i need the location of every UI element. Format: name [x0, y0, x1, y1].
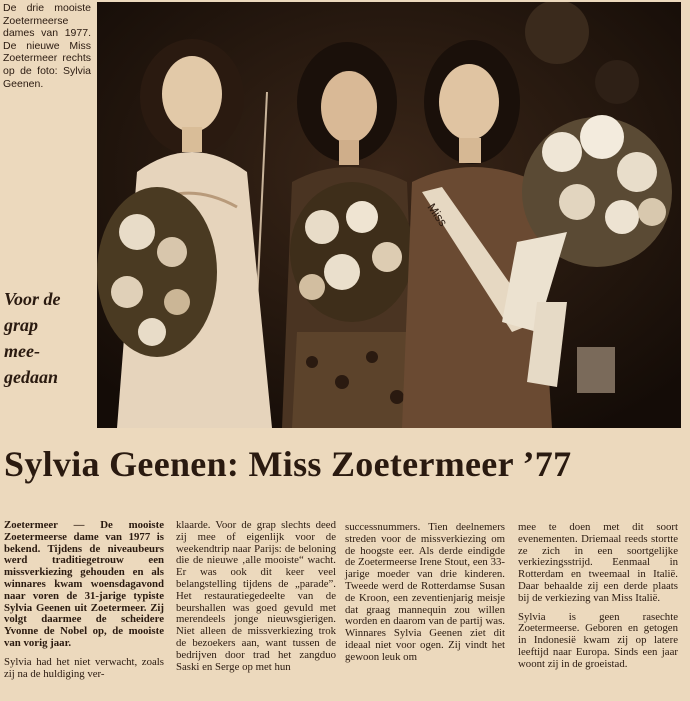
background-decoration [525, 2, 589, 64]
article-paragraph: successnummers. Tien deelnemers streden voor de missverkiezing om de hoogste eer. Als derde eindigde de Zoetermeerse Irene Stout, een 33-jarige moeder van drie kinderen. Tweede werd de Rotterdamse Susan de Kroon, een zeventienjarig meisje dat graag mannequin zou willen worden en daarom van de partij was. Winnares Sylvia Geenen ziet dit ideaal niet voor ogen. Zij vindt het gewoon leuk om [345, 521, 505, 663]
side-heading-line: grap [4, 315, 39, 335]
article-column-4 [518, 522, 678, 678]
side-heading-line: gedaan [4, 367, 58, 387]
article-paragraph: Sylvia had het niet verwacht, zoals zij na de huldiging ver- [4, 655, 164, 680]
photo-illustration [97, 2, 681, 428]
photo-caption: De drie mooiste Zoetermeerse dames van 1977. De nieuwe Miss Zoetermeer rechts op de foto: Sylvia Geenen. [3, 2, 91, 90]
side-heading [4, 286, 92, 390]
sash-text: Miss [424, 200, 451, 229]
article-paragraph: Sylvia is geen rasechte Zoetermeerse. Geboren en getogen in Indonesië kwam zij op latere leeftijd naar Europa. Sinds een jaar woont zij in de groeistad. [518, 610, 678, 670]
article-lead: Zoetermeer — De mooiste Zoetermeerse dame van 1977 is bekend. Tijdens de niveaubeurs werd traditiegetrouw een missverkiezing gehouden en als winnares kwam woensdagavond naar voren de 31-jarige typiste Sylvia Geenen uit Zoetermeer. Zij volgt daarmee de scheidere Yvonne de Nobel op, de mooiste van vorig jaar. [4, 519, 164, 649]
news-photo [97, 2, 681, 428]
article-column-2 [176, 520, 336, 680]
article-paragraph: klaarde. Voor de grap slechts deed zij mee of eigenlijk voor de weekendtrip naar Parijs: de beloning die de nieuwe ‚alle mooiste“ wacht. Er was ook dit keer veel belangstelling tijdens de „parade”. Het restauratiegedeelte van de beurshallen was goed gevuld met merendeels jonge nieuwsgierigen. Niet alleen de missverkiezing trok de bezoekers aan, want tussen de bedrijven door trad het zangduo Saski en Serge op met hun [176, 519, 336, 673]
bouquet-middle [290, 182, 414, 322]
side-heading-line: mee- [4, 341, 40, 361]
article-paragraph: mee te doen met dit soort evenementen. Driemaal reeds stortte ze zich in een soortgelijke verkiezingsstrijd. Eenmaal in Rotterdam en tweemaal in Italië. Daar behaalde zij een derde plaats bij de verkiezing van Miss Italië. [518, 521, 678, 604]
side-heading-line: Voor de [4, 289, 61, 309]
article-column-3 [345, 522, 505, 671]
article-column-1 [4, 520, 164, 687]
bouquet-left [97, 187, 217, 357]
background-decoration [595, 60, 639, 104]
article-headline: Sylvia Geenen: Miss Zoetermeer ’77 [4, 444, 572, 484]
background-fixture [577, 347, 615, 393]
